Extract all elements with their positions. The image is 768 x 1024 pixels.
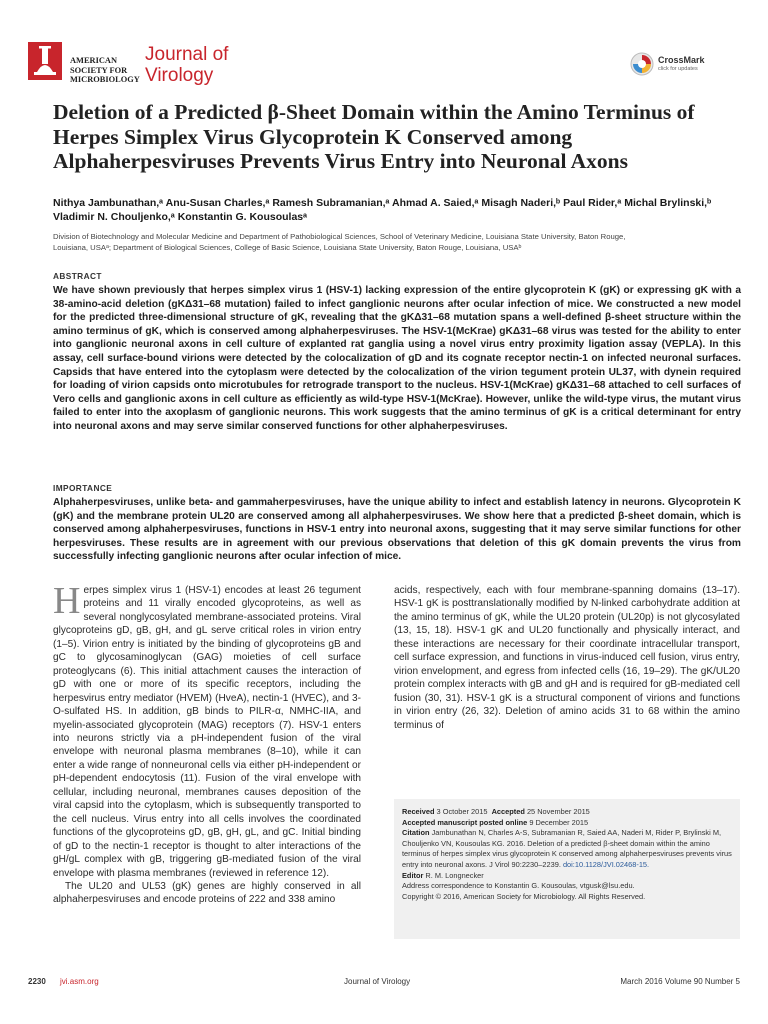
drop-cap: H	[53, 580, 81, 622]
footer-journal: Journal of Virology	[344, 977, 411, 986]
body-paragraph: The UL20 and UL53 (gK) genes are highly conserved in all alphaherpesviruses and encode proteins of 222 and 338 amino	[53, 880, 361, 906]
body-column-left	[53, 580, 361, 907]
article-info-box: Received 3 October 2015 Accepted 25 November 2015 Accepted manuscript posted online 9 December 2015 Citation Jambunathan N, Charles A-S, Subramanian R, Saied AA, Naderi M, Rider P, Brylinski M, Chouljenko VN, Kousoulas KG. 2016. Deletion of a predicted β-sheet domain within the amino terminus of herpes simplex virus glycoprotein K conserved among alphaherpesviruses prevents virus entry into neuronal axons. J Virol 90:2230–2239. doi:10.1128/JVI.02468-15. Editor R. M. Longnecker Address correspondence to Konstantin G. Kousoulas, vtgusk@lsu.edu. Copyright © 2016, American Society for Microbiology. All Rights Reserved.	[394, 799, 740, 939]
author-list: Nithya Jambunathan,ᵃ Anu-Susan Charles,ᵃ Ramesh Subramanian,ᵃ Ahmad A. Saied,ᵃ Misagh Naderi,ᵇ Paul Rider,ᵃ Michal Brylinski,ᵇ Vladimir N. Chouljenko,ᵃ Konstantin G. Kousoulasᵃ	[53, 197, 712, 223]
body-column-right	[394, 584, 740, 732]
copyright: Copyright © 2016, American Society for Microbiology. All Rights Reserved.	[402, 891, 646, 901]
article-title: Deletion of a Predicted β-Sheet Domain within the Amino Terminus of Herpes Simplex Virus Glycoprotein K Conserved among Alphaherpesviruses Prevents Virus Entry into Neuronal Axons	[53, 100, 695, 173]
abstract-label: ABSTRACT	[53, 271, 102, 281]
journal-header	[28, 38, 740, 94]
journal-url-link[interactable]: jvi.asm.org	[60, 977, 99, 986]
body-paragraph: erpes simplex virus 1 (HSV-1) encodes at least 26 tegument proteins and 11 virally encoded glycoproteins, as well as several nonglycosylated membrane-associated proteins. Viral glycoproteins gD, gB, gH, and gL serve critical roles in virion entry (1–5). Virion entry is initiated by the binding of glycoproteins gB and gC to glycosaminoglycan (GAG) moieties of cell surface proteoglycans (6). This initial attachment causes the interaction of gD with one or more of its specific receptors, including the herpesvirus entry mediator (HVEM) (HveA), nectin-1 (HVEC), and 3-O-sulfated HS. In addition, gB binds to PILR-α, NMHC-IIA, and myelin-associated glycoprotein (MAG) receptors (7). HSV-1 enters into neurons strictly via a pH-independent fusion of the viral envelope with neuronal plasma membranes (8–10), while it can enter a wide range of nonneuronal cells via either pH-independent or pH-dependent endocytosis (11). Fusion of the viral envelope with cellular, including neuronal, membranes causes deposition of the viral capsid into the cytoplasm, which is subsequently transported to the cell nucleus. Virus entry into all cells involves the coordinated functions of the glycoproteins gD, gB, gH, gL, and gC. Initial binding of gD to the nectin-1 receptor is thought to alter interactions of the gH/gL complex with gB, triggering gB-mediated fusion of the viral envelope with plasma membranes (reviewed in reference 12).	[53, 585, 361, 879]
importance-label: IMPORTANCE	[53, 483, 113, 493]
society-name: AMERICAN SOCIETY FOR MICROBIOLOGY	[70, 56, 140, 85]
body-paragraph: acids, respectively, each with four membrane-spanning domains (13–17). HSV-1 gK is posttranslationally modified by N-linked carbohydrate addition at the amino terminus of gK, while the UL20 protein (UL20p) is not glycosylated (13, 15, 18). HSV-1 gK and UL20 functionally and physically interact, and these interactions are necessary for their coordinate intracellular transport, cell surface expression, and functions in virus-induced cell fusion, virus entry, virion envelopment, and egress from infected cells (16, 19–29). The gK/UL20 protein complex interacts with gB and gH and is required for gB-mediated cell fusion (30, 31). HSV-1 gK is a structural component of virions and functions in virion entry (26, 32). Deletion of amino acids 31 to 68 within the amino terminus of	[394, 585, 740, 731]
issue-info: March 2016 Volume 90 Number 5	[620, 977, 740, 986]
journal-name[interactable]: Journal of Virology	[145, 44, 229, 86]
crossmark-icon	[630, 52, 654, 76]
crossmark-badge[interactable]: CrossMark click for updates	[630, 52, 740, 78]
asm-logo-icon	[28, 42, 62, 80]
importance-text: Alphaherpesviruses, unlike beta- and gammaherpesviruses, have the unique ability to infect and establish latency in neurons. Glycoprotein K (gK) and the membrane protein UL20 are conserved among all alphaherpesviruses. We show here that a predicted β-sheet domain, which is conserved among alphaherpesviruses, functions in HSV-1 entry into neuronal axons, suggesting that it may serve similar functions for other herpesviruses. These results are in agreement with our previous observations that deletion of this gK domain prevents the virus from successfully infecting ganglionic neurons after ocular infection of mice.	[53, 497, 741, 563]
abstract-text: We have shown previously that herpes simplex virus 1 (HSV-1) lacking expression of the entire glycoprotein K (gK) or expressing gK with a 38-amino-acid deletion (gKΔ31–68 mutation) failed to infect ganglionic neurons after ocular infection of mice. We constructed a new model for the predicted three-dimensional structure of gK, revealing that the gKΔ31–68 mutation spans a well-defined β-sheet structure within the amino terminus of gK, which is conserved among alphaherpesviruses. The HSV-1(McKrae) gKΔ31–68 virus was tested for the ability to enter into ganglionic neuronal axons in cell culture of explanted rat ganglia using a novel virus entry proximity ligation assay (VEPLA). In this assay, cell surface-bound virions were detected by the colocalization of gD and its cognate receptor nectin-1 on infected neuronal surfaces. Capsids that have entered into the cytoplasm were detected by the colocalization of the virion tegument protein UL37, with dynein required for loading of virion capsids onto microtubules for retrograde transport to the nucleus. HSV-1(McKrae) gKΔ31–68 attached to cell surfaces of Vero cells and ganglionic axons in cell culture as efficiently as wild-type HSV-1(McKrae). However, unlike the wild-type virus, the mutant virus failed to enter into the axoplasm of ganglionic neurons. This work suggests that the amino terminus of gK is a critical determinant for entry into neuronal axons and may serve similar conserved functions for other alphaherpesviruses.	[53, 285, 741, 432]
affiliations: Division of Biotechnology and Molecular Medicine and Department of Pathobiological Sciences, School of Veterinary Medicine, Louisiana State University, Baton Rouge, Louisiana, USAᵃ; Department of Biological Sciences, College of Basic Science, Louisiana State University, Baton Rouge, Louisiana, USAᵇ	[53, 232, 626, 252]
correspondence: Address correspondence to Konstantin G. Kousoulas, vtgusk@lsu.edu.	[402, 881, 635, 891]
doi-link[interactable]: doi:10.1128/JVI.02468-15.	[562, 859, 650, 869]
page-number: 2230	[28, 977, 46, 986]
